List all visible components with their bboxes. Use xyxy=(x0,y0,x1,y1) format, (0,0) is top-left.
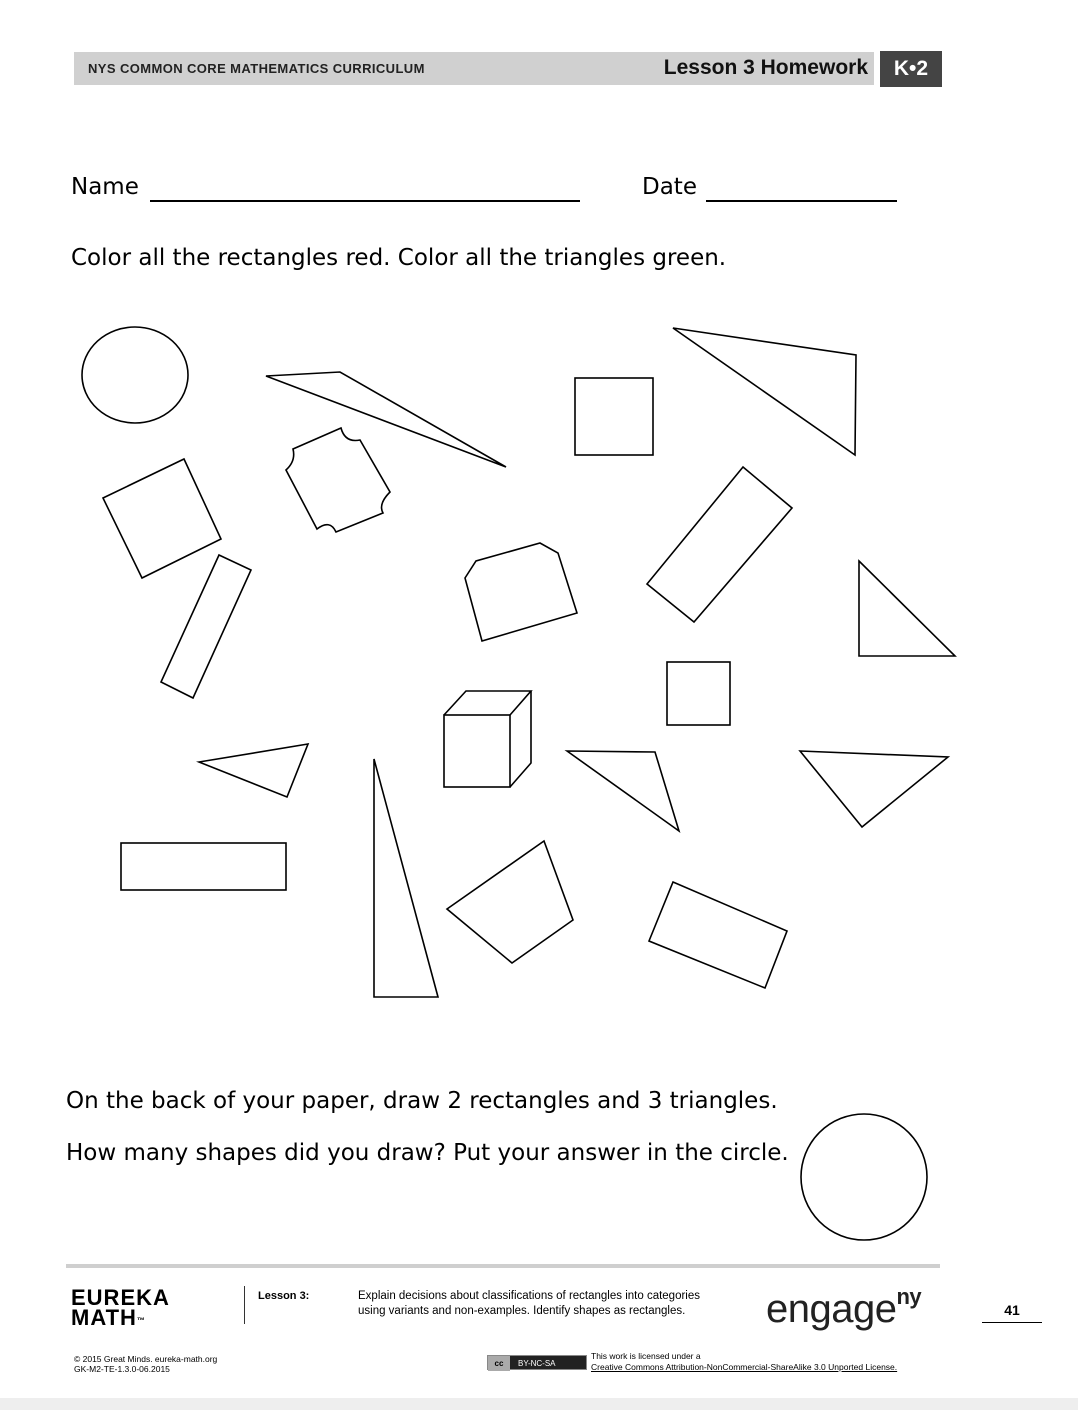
shape-triangle[interactable] xyxy=(199,744,308,797)
logo-line-1: EUREKA xyxy=(71,1285,170,1310)
cc-license-badge[interactable]: cc BY-NC-SA xyxy=(487,1355,587,1370)
shape-triangle[interactable] xyxy=(266,372,506,467)
grade-badge: K•2 xyxy=(880,51,942,87)
shape-rectangle[interactable] xyxy=(647,467,792,622)
shape-circle[interactable] xyxy=(82,327,188,423)
shape-triangle[interactable] xyxy=(673,328,856,455)
license-link[interactable]: Creative Commons Attribution-NonCommercial-ShareAlike 3.0 Unported License. xyxy=(591,1362,898,1372)
lesson-title: Lesson 3 Homework xyxy=(663,56,868,79)
shape-rectangle[interactable] xyxy=(649,882,787,988)
instructions: Color all the rectangles red. Color all the triangles green. xyxy=(71,245,727,271)
shape-square[interactable] xyxy=(103,459,221,578)
shape-triangle[interactable] xyxy=(859,561,955,656)
shape-quadrilateral[interactable] xyxy=(447,841,573,963)
shape-rectangle[interactable] xyxy=(161,555,251,698)
footer-lesson-label: Lesson 3: xyxy=(258,1290,310,1302)
copyright xyxy=(74,1354,217,1374)
shape-pentagon[interactable] xyxy=(465,543,577,641)
shape-notched-square[interactable] xyxy=(286,428,390,532)
license-line-1: This work is licensed under a xyxy=(591,1351,701,1361)
shape-square[interactable] xyxy=(575,378,653,455)
shape-square[interactable] xyxy=(667,662,730,725)
footer-lesson-description xyxy=(358,1289,758,1319)
eureka-math-logo xyxy=(71,1285,170,1331)
shape-triangle[interactable] xyxy=(800,751,948,827)
footer-rule xyxy=(66,1264,940,1268)
question-1: On the back of your paper, draw 2 rectangles and 3 triangles. xyxy=(66,1088,778,1114)
cc-icon: cc xyxy=(488,1356,510,1371)
date-label: Date xyxy=(642,174,697,200)
shape-cube[interactable] xyxy=(444,691,531,787)
footer-divider xyxy=(244,1286,245,1324)
lesson-desc-line-2: using variants and non-examples. Identify shapes as rectangles. xyxy=(358,1305,686,1317)
copyright-line-1: © 2015 Great Minds. eureka-math.org xyxy=(74,1354,218,1364)
bottom-strip xyxy=(0,1398,1078,1410)
name-label: Name xyxy=(71,174,139,200)
copyright-line-2: GK-M2-TE-1.3.0-06.2015 xyxy=(74,1364,170,1374)
license-text xyxy=(591,1351,897,1373)
page-number-rule xyxy=(982,1322,1042,1323)
shape-triangle[interactable] xyxy=(567,751,679,831)
shape-triangle[interactable] xyxy=(374,759,438,997)
curriculum-title: NYS COMMON CORE MATHEMATICS CURRICULUM xyxy=(88,61,425,76)
question-2: How many shapes did you draw? Put your answer in the circle. xyxy=(66,1140,789,1166)
answer-circle[interactable] xyxy=(801,1114,927,1240)
logo-line-2: MATH™ xyxy=(71,1305,146,1330)
lesson-desc-line-1: Explain decisions about classifications of rectangles into categories xyxy=(358,1290,700,1302)
shape-rectangle[interactable] xyxy=(121,843,286,890)
page-number: 41 xyxy=(1004,1302,1020,1318)
engage-ny-logo: engage$^{ny}$ xyxy=(766,1284,922,1331)
